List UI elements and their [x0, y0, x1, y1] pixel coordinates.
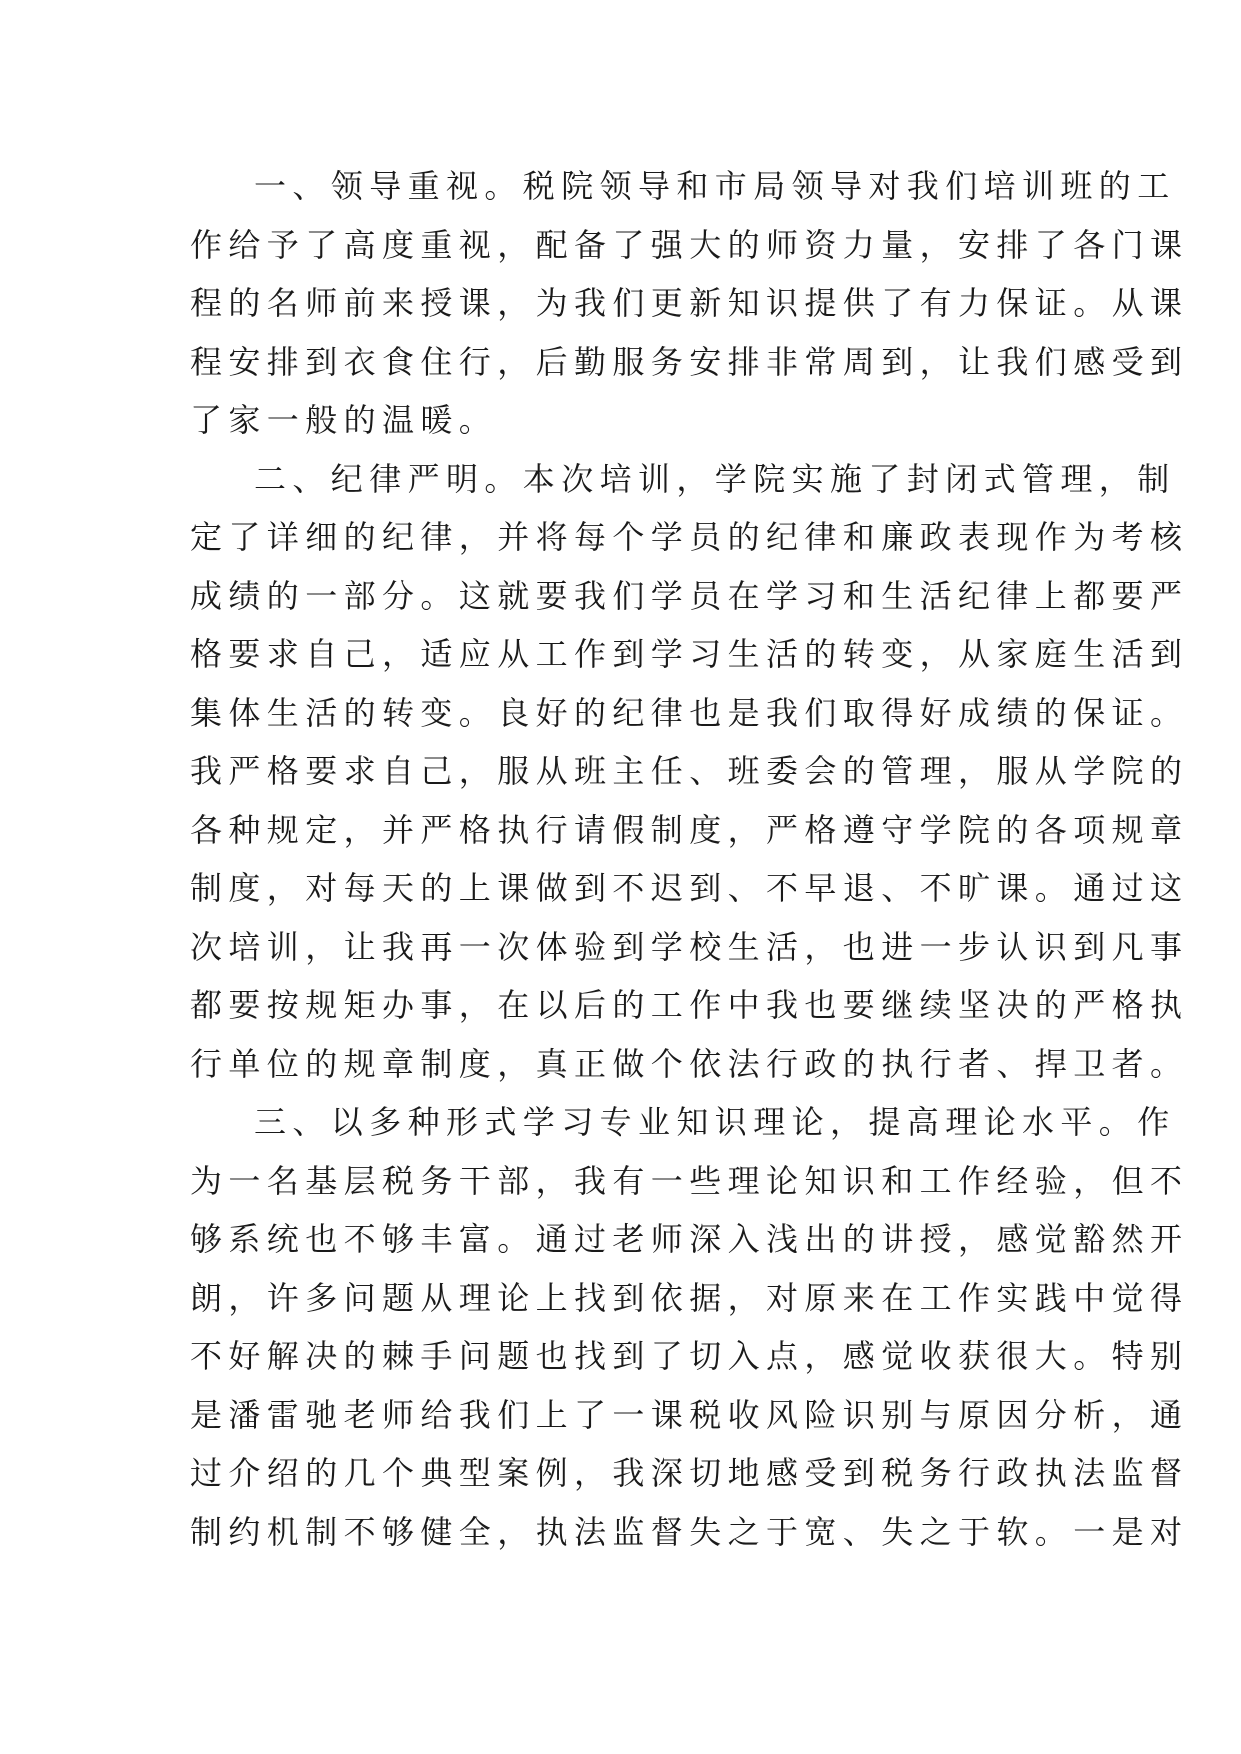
paragraph-3-line-5: 不好解决的棘手问题也找到了切入点，感觉收获很大。特别	[190, 1337, 1189, 1375]
paragraph-2-line-2: 定了详细的纪律，并将每个学员的纪律和廉政表现作为考核	[190, 518, 1189, 556]
paragraph-2-line-9: 次培训，让我再一次体验到学校生活，也进一步认识到凡事	[190, 927, 1189, 966]
paragraph-2-line-11: 行单位的规章制度，真正做个依法行政的执行者、捍卫者。	[190, 1044, 1189, 1083]
paragraph-1-line-3: 程的名师前来授课，为我们更新知识提供了有力保证。从课	[190, 284, 1189, 322]
paragraph-3-line-6: 是潘雷驰老师给我们上了一课税收风险识别与原因分析，通	[190, 1395, 1189, 1434]
document-body	[190, 157, 1189, 1561]
paragraph-1-line-5: 了家一般的温暖。	[190, 401, 498, 439]
paragraph-3-line-7: 过介绍的几个典型案例，我深切地感受到税务行政执法监督	[190, 1454, 1189, 1492]
paragraph-3-line-2: 为一名基层税务干部，我有一些理论知识和工作经验，但不	[190, 1161, 1189, 1200]
paragraph-3-line-4: 朗，许多问题从理论上找到依据，对原来在工作实践中觉得	[190, 1278, 1189, 1317]
paragraph-1-line-4: 程安排到衣食住行，后勤服务安排非常周到，让我们感受到	[190, 342, 1189, 381]
paragraph-3-line-8: 制约机制不够健全，执法监督失之于宽、失之于软。一是对	[190, 1512, 1189, 1551]
paragraph-2-line-6: 我严格要求自己，服从班主任、班委会的管理，服从学院的	[190, 752, 1189, 790]
paragraph-2-line-5: 集体生活的转变。良好的纪律也是我们取得好成绩的保证。	[190, 693, 1189, 732]
paragraph-2-line-7: 各种规定，并严格执行请假制度，严格遵守学院的各项规章	[190, 810, 1189, 849]
paragraph-2-line-1: 二、纪律严明。本次培训，学院实施了封闭式管理，制	[254, 459, 1176, 498]
paragraph-1-line-2: 作给予了高度重视，配备了强大的师资力量，安排了各门课	[190, 225, 1189, 264]
paragraph-1-line-1: 一、领导重视。税院领导和市局领导对我们培训班的工	[254, 167, 1176, 205]
paragraph-2-line-3: 成绩的一部分。这就要我们学员在学习和生活纪律上都要严	[190, 576, 1189, 615]
paragraph-3-line-1: 三、以多种形式学习专业知识理论，提高理论水平。作	[254, 1103, 1176, 1141]
paragraph-2-line-4: 格要求自己，适应从工作到学习生活的转变，从家庭生活到	[190, 635, 1189, 673]
paragraph-2-line-8: 制度，对每天的上课做到不迟到、不早退、不旷课。通过这	[190, 869, 1189, 907]
paragraph-2-line-10: 都要按规矩办事，在以后的工作中我也要继续坚决的严格执	[190, 986, 1189, 1024]
paragraph-3-line-3: 够系统也不够丰富。通过老师深入浅出的讲授，感觉豁然开	[190, 1220, 1189, 1258]
